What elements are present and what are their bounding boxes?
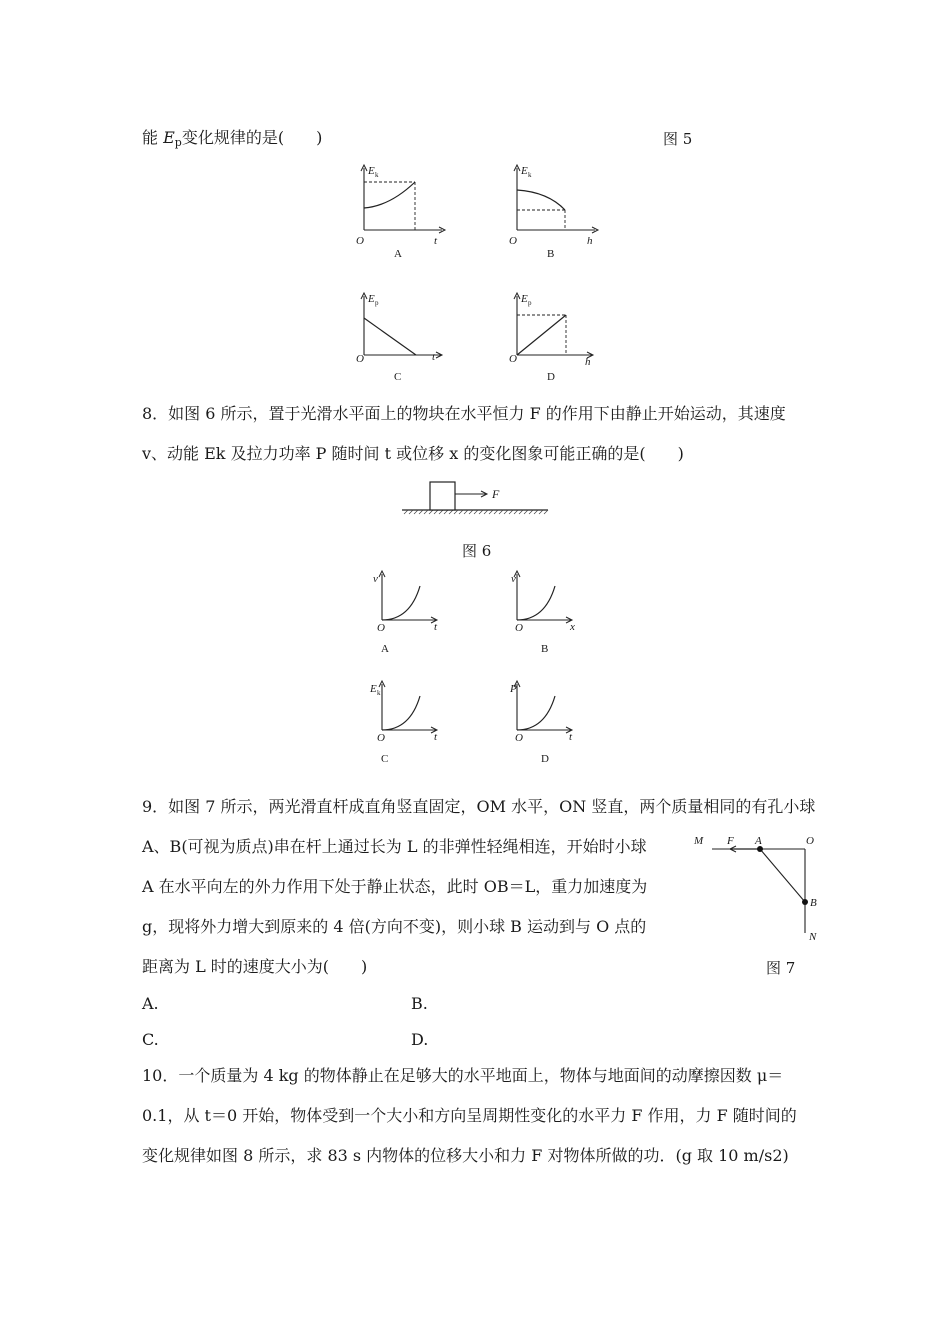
q9-option-d: D. bbox=[411, 1030, 429, 1049]
curve bbox=[517, 586, 555, 620]
figure-7 bbox=[690, 830, 830, 945]
q10-line1: 10．一个质量为 4 kg 的物体静止在足够大的水平地面上，物体与地面间的动摩擦因数 μ＝ bbox=[142, 1066, 784, 1085]
q8-line2: v、动能 Ek 及拉力功率 P 随时间 t 或位移 x 的变化图象可能正确的是( ) bbox=[142, 444, 684, 463]
y-label-sub: k bbox=[528, 171, 532, 179]
y-label-sub: p bbox=[528, 299, 532, 307]
q9-line2: A、B(可视为质点)串在杆上通过长为 L 的非弹性轻绳相连，开始时小球 bbox=[142, 837, 647, 856]
origin-label: O bbox=[377, 622, 385, 634]
y-label-sub: p bbox=[375, 299, 379, 307]
line bbox=[517, 315, 566, 355]
graph-q7-b bbox=[503, 160, 603, 260]
origin-label: O bbox=[377, 732, 385, 744]
option-label: C bbox=[381, 753, 389, 765]
origin-label: O bbox=[356, 353, 364, 365]
label-a: A bbox=[755, 835, 762, 847]
x-label: t bbox=[434, 621, 438, 633]
x-label: h bbox=[585, 356, 591, 368]
x-label: t bbox=[432, 351, 436, 363]
q10-line3: 变化规律如图 8 所示，求 83 s 内物体的位移大小和力 F 对物体所做的功．(g 取 10 m/s2) bbox=[142, 1146, 789, 1165]
q9-option-c: C. bbox=[142, 1030, 159, 1049]
figure-5-caption: 图 5 bbox=[663, 130, 693, 148]
q7-pre: 能 bbox=[142, 128, 164, 147]
option-label: A bbox=[394, 248, 402, 260]
q10-line2: 0.1，从 t＝0 开始，物体受到一个大小和方向呈周期性变化的水平力 F 作用，力 F 随时间的 bbox=[142, 1106, 797, 1125]
option-label: C bbox=[394, 371, 402, 383]
origin-label: O bbox=[356, 235, 364, 247]
option-label: A bbox=[381, 643, 389, 655]
y-label: P bbox=[510, 683, 517, 695]
x-label: t bbox=[434, 731, 438, 743]
y-label: E bbox=[521, 293, 528, 305]
y-label: v bbox=[373, 573, 378, 585]
line bbox=[364, 318, 416, 355]
q8-line1: 8．如图 6 所示，置于光滑水平面上的物块在水平恒力 F 的作用下由静止开始运动，其速度 bbox=[142, 404, 786, 423]
graph-q7-d bbox=[503, 288, 603, 388]
q7-e-sub: p bbox=[174, 136, 182, 149]
q9-line1: 9．如图 7 所示，两光滑直杆成直角竖直固定，OM 水平，ON 竖直，两个质量相同的有孔小球 bbox=[142, 797, 816, 816]
x-label: t bbox=[569, 731, 573, 743]
label-o: O bbox=[806, 835, 814, 847]
option-label: D bbox=[541, 753, 549, 765]
curve bbox=[517, 190, 565, 210]
y-label-sub: k bbox=[375, 171, 379, 179]
graph-q8-b bbox=[503, 568, 593, 658]
q7-text bbox=[142, 128, 322, 153]
curve bbox=[517, 696, 555, 730]
origin-label: O bbox=[509, 353, 517, 365]
label-m: M bbox=[694, 835, 704, 847]
ball-b bbox=[802, 899, 808, 905]
y-label: E bbox=[368, 165, 375, 177]
q9-line3: A 在水平向左的外力作用下处于静止状态，此时 OB＝L，重力加速度为 bbox=[142, 877, 648, 896]
q9-line4: g，现将外力增大到原来的 4 倍(方向不变)，则小球 B 运动到与 O 点的 bbox=[142, 917, 647, 936]
q7-e: E bbox=[163, 128, 175, 147]
x-label: h bbox=[587, 235, 593, 247]
option-label: B bbox=[541, 643, 549, 655]
option-label: D bbox=[547, 371, 555, 383]
curve bbox=[364, 182, 415, 208]
block bbox=[430, 482, 455, 510]
graph-q8-a bbox=[368, 568, 458, 658]
figure-6-caption: 图 6 bbox=[462, 542, 492, 560]
graph-q8-c bbox=[368, 678, 458, 768]
force-label: F bbox=[492, 487, 500, 501]
y-label-sub: k bbox=[377, 689, 381, 697]
q7-post: 变化规律的是( ) bbox=[181, 128, 323, 147]
origin-label: O bbox=[509, 235, 517, 247]
q9-line5: 距离为 L 时的速度大小为( ) bbox=[142, 957, 368, 976]
y-label: E bbox=[368, 293, 375, 305]
rope bbox=[760, 849, 805, 902]
graph-q8-d bbox=[503, 678, 593, 768]
curve bbox=[382, 696, 420, 730]
label-n: N bbox=[809, 931, 817, 943]
figure-6 bbox=[398, 478, 558, 523]
y-label: v bbox=[511, 573, 516, 585]
q9-option-a: A. bbox=[142, 994, 159, 1013]
origin-label: O bbox=[515, 622, 523, 634]
origin-label: O bbox=[515, 732, 523, 744]
graph-q7-a bbox=[350, 160, 450, 260]
y-label: E bbox=[370, 683, 377, 695]
graph-q7-c bbox=[350, 288, 450, 388]
y-label: E bbox=[521, 165, 528, 177]
ground-hatch bbox=[404, 510, 548, 514]
figure-7-caption: 图 7 bbox=[766, 959, 796, 977]
label-b: B bbox=[810, 897, 817, 909]
x-label: x bbox=[570, 621, 575, 633]
curve bbox=[382, 586, 420, 620]
x-label: t bbox=[434, 235, 438, 247]
label-f: F bbox=[727, 835, 734, 847]
option-label: B bbox=[547, 248, 555, 260]
q9-option-b: B. bbox=[411, 994, 428, 1013]
